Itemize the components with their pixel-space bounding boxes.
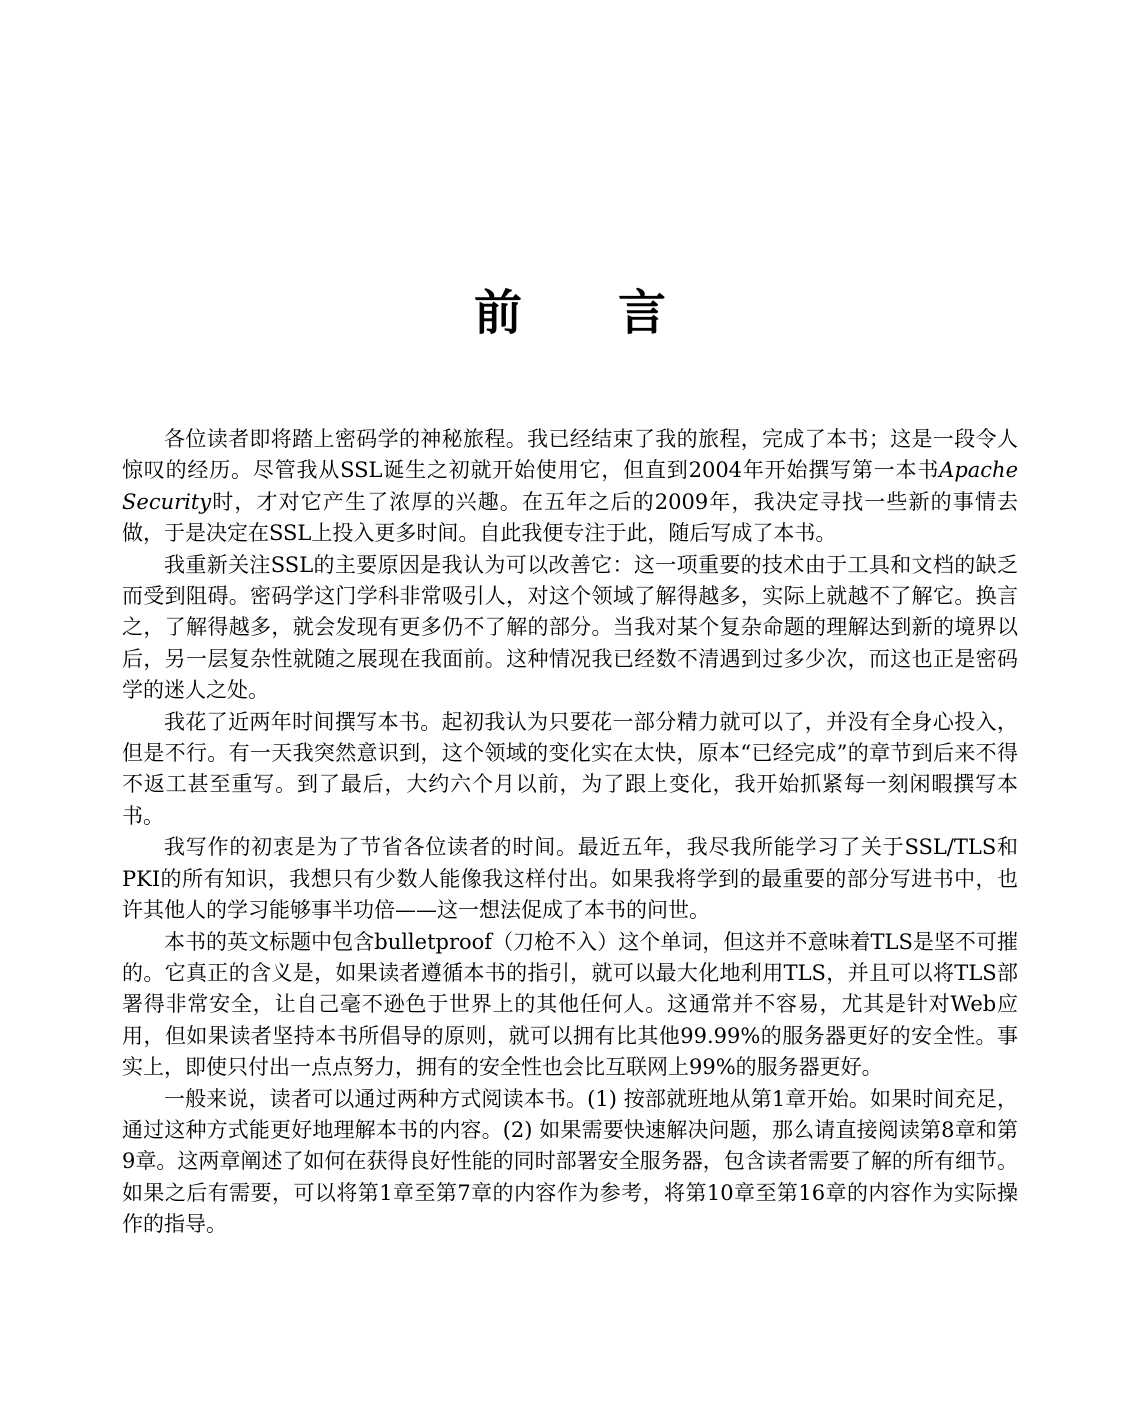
italic-text-run: Apache Security [122, 458, 1018, 514]
text-run: 本书的英文标题中包含bulletproof（刀枪不入）这个单词，但这并不意味着TLS是坚不可摧的。它真正的含义是，如果读者遵循本书的指引，就可以最大化地利用TLS，并且可以将TLS部署得非常安全，让自己毫不逊色于世界上的其他任何人。这通常并不容易，尤其是针对Web应用，但如果读者坚持本书所倡导的原则，就可以拥有比其他99.99%的服务器更好的安全性。事实上，即使只付出一点点努力，拥有的安全性也会比互联网上99%的服务器更好。 [122, 929, 1018, 1080]
text-run: 我重新关注SSL的主要原因是我认为可以改善它：这一项重要的技术由于工具和文档的缺乏而受到阻碍。密码学这门学科非常吸引人，对这个领域了解得越多，实际上就越不了解它。换言之，了解得越多，就会发现有更多仍不了解的部分。当我对某个复杂命题的理解达到新的境界以后，另一层复杂性就随之展现在我面前。这种情况我已经数不清遇到过多少次，而这也正是密码学的迷人之处。 [122, 552, 1018, 703]
preface-body [122, 424, 1018, 1241]
text-run: 时，才对它产生了浓厚的兴趣。在五年之后的2009年，我决定寻找一些新的事情去做，于是决定在SSL上投入更多时间。自此我便专注于此，随后写成了本书。 [122, 489, 1018, 546]
paragraph-4 [122, 832, 1018, 926]
page-title: 前 言 [473, 285, 666, 341]
paragraph-3 [122, 707, 1018, 833]
paragraph-1 [122, 424, 1018, 550]
paragraph-5 [122, 927, 1018, 1084]
text-run: 我花了近两年时间撰写本书。起初我认为只要花一部分精力就可以了，并没有全身心投入，但是不行。有一天我突然意识到，这个领域的变化实在太快，原本“已经完成”的章节到后来不得不返工甚至重写。到了最后，大约六个月以前，为了跟上变化，我开始抓紧每一刻闲暇撰写本书。 [122, 709, 1018, 828]
text-run: 各位读者即将踏上密码学的神秘旅程。我已经结束了我的旅程，完成了本书；这是一段令人惊叹的经历。尽管我从SSL诞生之初就开始使用它，但直到2004年开始撰写第一本书 [122, 427, 1018, 483]
paragraph-2 [122, 550, 1018, 707]
text-run: 一般来说，读者可以通过两种方式阅读本书。(1) 按部就班地从第1章开始。如果时间充足，通过这种方式能更好地理解本书的内容。(2) 如果需要快速解决问题，那么请直接阅读第8章和第9章。这两章阐述了如何在获得良好性能的同时部署安全服务器，包含读者需要了解的所有细节。如果之后有需要，可以将第1章至第7章的内容作为参考，将第10章至第16章的内容作为实际操作的指导。 [122, 1086, 1018, 1237]
text-run: 我写作的初衷是为了节省各位读者的时间。最近五年，我尽我所能学习了关于SSL/TLS和PKI的所有知识，我想只有少数人能像我这样付出。如果我将学到的最重要的部分写进书中，也许其他人的学习能够事半功倍——这一想法促成了本书的问世。 [122, 835, 1018, 923]
paragraph-6 [122, 1084, 1018, 1241]
